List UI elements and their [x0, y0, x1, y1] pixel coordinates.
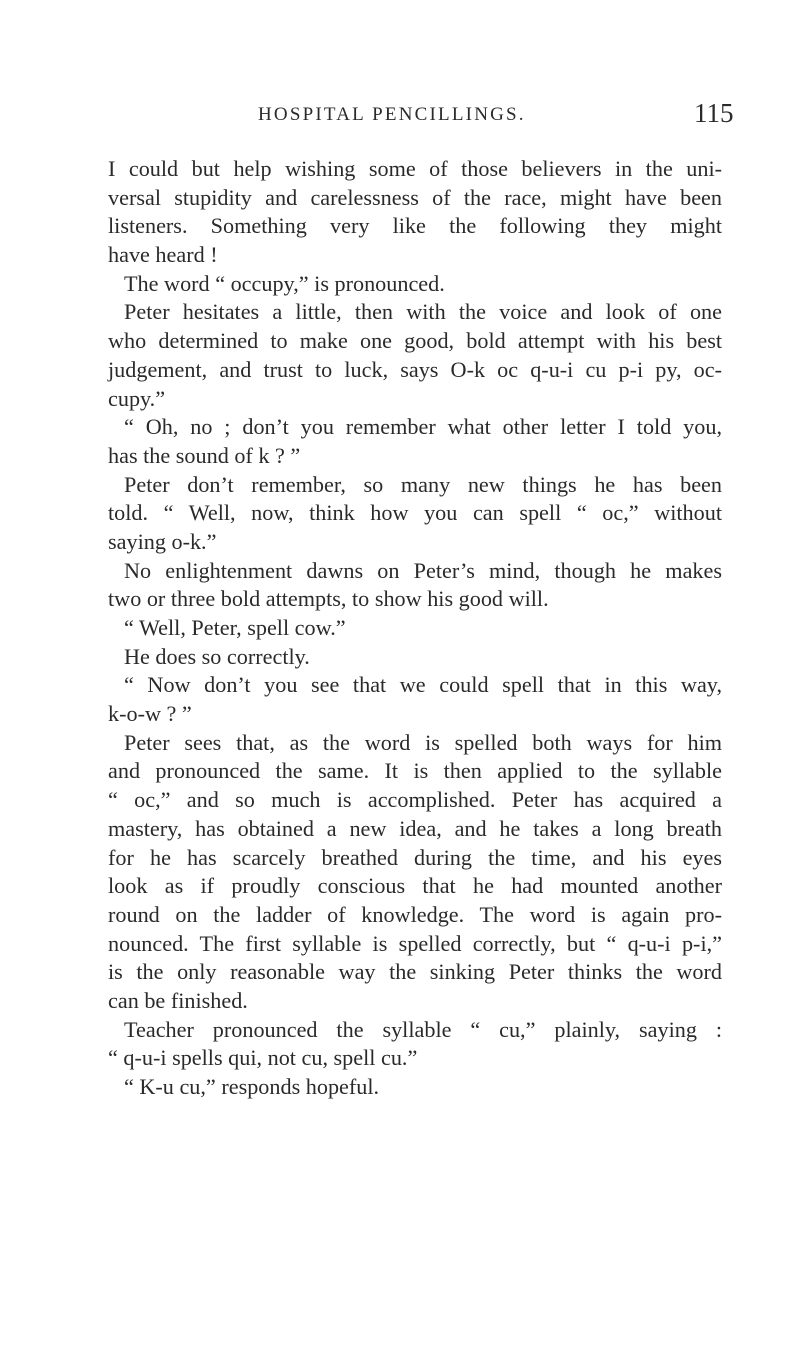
text-line: versal stupidity and carelessness of the race, might have been — [108, 184, 722, 210]
text-line: has the sound of k ? ” — [108, 442, 301, 468]
text-line: Teacher pronounced the syllable “ cu,” plainly, saying : — [124, 1016, 722, 1042]
text-line: “ K-u cu,” responds hopeful. — [124, 1074, 380, 1099]
text-line: and pronounced the same. It is then applied to the syllable — [108, 758, 722, 784]
text-line: look as if proudly conscious that he had mounted another — [108, 873, 722, 899]
text-line: k-o-w ? ” — [108, 701, 192, 727]
text-line: can be finished. — [108, 987, 248, 1013]
text-line: “ Now don’t you see that we could spell that in this way, — [124, 672, 722, 698]
text-line: have heard ! — [108, 242, 218, 268]
text-line: told. “ Well, now, think how you can spell “ oc,” without — [108, 500, 722, 526]
running-head: HOSPITAL PENCILLINGS. — [258, 104, 526, 125]
text-line: cupy.” — [108, 385, 166, 411]
text-line: Peter hesitates a little, then with the voice and look of one — [124, 299, 722, 325]
page-number: 115 — [694, 98, 734, 128]
text-line: round on the ladder of knowledge. The word is again pro- — [108, 901, 722, 927]
text-line: who determined to make one good, bold attempt with his best — [108, 328, 722, 354]
body-text — [108, 155, 722, 1102]
text-line: for he has scarcely breathed during the time, and his eyes — [108, 844, 722, 870]
text-line: is the only reasonable way the sinking Peter thinks the word — [108, 959, 722, 985]
text-line: judgement, and trust to luck, says O-k oc q-u-i cu p-i py, oc- — [108, 356, 722, 382]
text-line: I could but help wishing some of those believers in the uni- — [108, 156, 722, 181]
text-line: Peter sees that, as the word is spelled both ways for him — [124, 729, 722, 755]
text-line: “ q-u-i spells qui, not cu, spell cu.” — [108, 1045, 418, 1071]
text-line: listeners. Something very like the following they might — [108, 213, 722, 239]
text-line: “ Well, Peter, spell cow.” — [124, 615, 346, 640]
text-line: saying o-k.” — [108, 528, 217, 554]
text-line: mastery, has obtained a new idea, and he takes a long breath — [108, 815, 722, 841]
text-line: Peter don’t remember, so many new things he has been — [124, 471, 722, 497]
text-line: He does so correctly. — [124, 643, 310, 669]
text-line: “ Oh, no ; don’t you remember what other letter I told you, — [124, 414, 722, 440]
text-line: “ oc,” and so much is accomplished. Peter has acquired a — [108, 787, 722, 813]
text-line: No enlightenment dawns on Peter’s mind, though he makes — [124, 557, 722, 583]
text-line: The word “ occupy,” is pronounced. — [124, 270, 445, 296]
text-line: two or three bold attempts, to show his good will. — [108, 586, 549, 612]
text-line: nounced. The first syllable is spelled correctly, but “ q-u-i p-i,” — [108, 930, 722, 956]
